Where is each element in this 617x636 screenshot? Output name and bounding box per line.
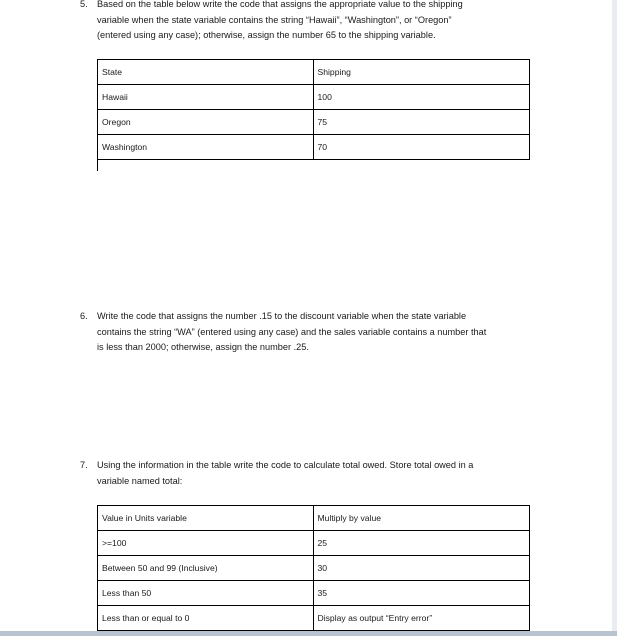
question-6 <box>80 309 560 357</box>
question-text-line: Based on the table below write the code that assigns the appropriate value to the shipping <box>97 0 463 9</box>
table-header-cell: Shipping <box>313 60 529 85</box>
shipping-table <box>97 59 530 160</box>
table-header-cell: Value in Units variable <box>98 506 314 531</box>
table-row <box>98 581 530 606</box>
table-row <box>98 110 530 135</box>
question-text-line: variable named total: <box>97 475 183 486</box>
table-cell: Less than 50 <box>98 581 314 606</box>
question-text <box>97 309 486 356</box>
table-row <box>98 531 530 556</box>
question-text <box>97 0 463 44</box>
table-cell: 35 <box>313 581 530 606</box>
question-number: 5. <box>80 0 88 9</box>
table-cell: 100 <box>313 85 529 110</box>
table-row <box>98 135 530 160</box>
table-row <box>98 556 530 581</box>
table-cell: Oregon <box>98 110 314 135</box>
question-text-line: variable when the state variable contains the string “Hawaii”, “Washington”, or “Oregon” <box>97 14 452 25</box>
table-header-row <box>98 60 530 85</box>
table-header-cell: Multiply by value <box>313 506 530 531</box>
question-number: 6. <box>80 311 88 321</box>
question-text-line: Using the information in the table write the code to calculate total owed. Store total owed in a <box>97 460 474 470</box>
question-text-line: is less than 2000; otherwise, assign the number .25. <box>97 342 309 352</box>
table-cell: >=100 <box>98 531 314 556</box>
table-header-cell: State <box>98 60 314 85</box>
table-cell: Hawaii <box>98 85 314 110</box>
units-table <box>97 505 530 631</box>
table-cell: 25 <box>313 531 530 556</box>
page-edge <box>612 0 617 631</box>
window-bottom-border <box>0 631 617 636</box>
table-header-row <box>98 506 530 531</box>
table-cell: 30 <box>313 556 530 581</box>
question-5 <box>80 0 560 45</box>
question-7 <box>80 458 560 490</box>
table-row <box>98 85 530 110</box>
question-text-line: contains the string “WA” (entered using any case) and the sales variable contains a number that <box>97 326 487 337</box>
table-cell: 70 <box>313 135 529 160</box>
question-text-line: (entered using any case); otherwise, assign the number 65 to the shipping variable. <box>97 30 436 40</box>
table-cell: Washington <box>98 135 314 160</box>
table-cell: Less than or equal to 0 <box>98 606 314 631</box>
table-row <box>98 606 530 631</box>
question-text <box>97 458 473 489</box>
table-cell: Between 50 and 99 (Inclusive) <box>98 556 314 581</box>
question-number: 7. <box>80 460 88 470</box>
table-cell: 75 <box>313 110 529 135</box>
table-cell: Display as output “Entry error” <box>313 606 530 631</box>
table-border-stub <box>97 159 98 171</box>
question-text-line: Write the code that assigns the number .15 to the discount variable when the state variable <box>97 311 467 321</box>
